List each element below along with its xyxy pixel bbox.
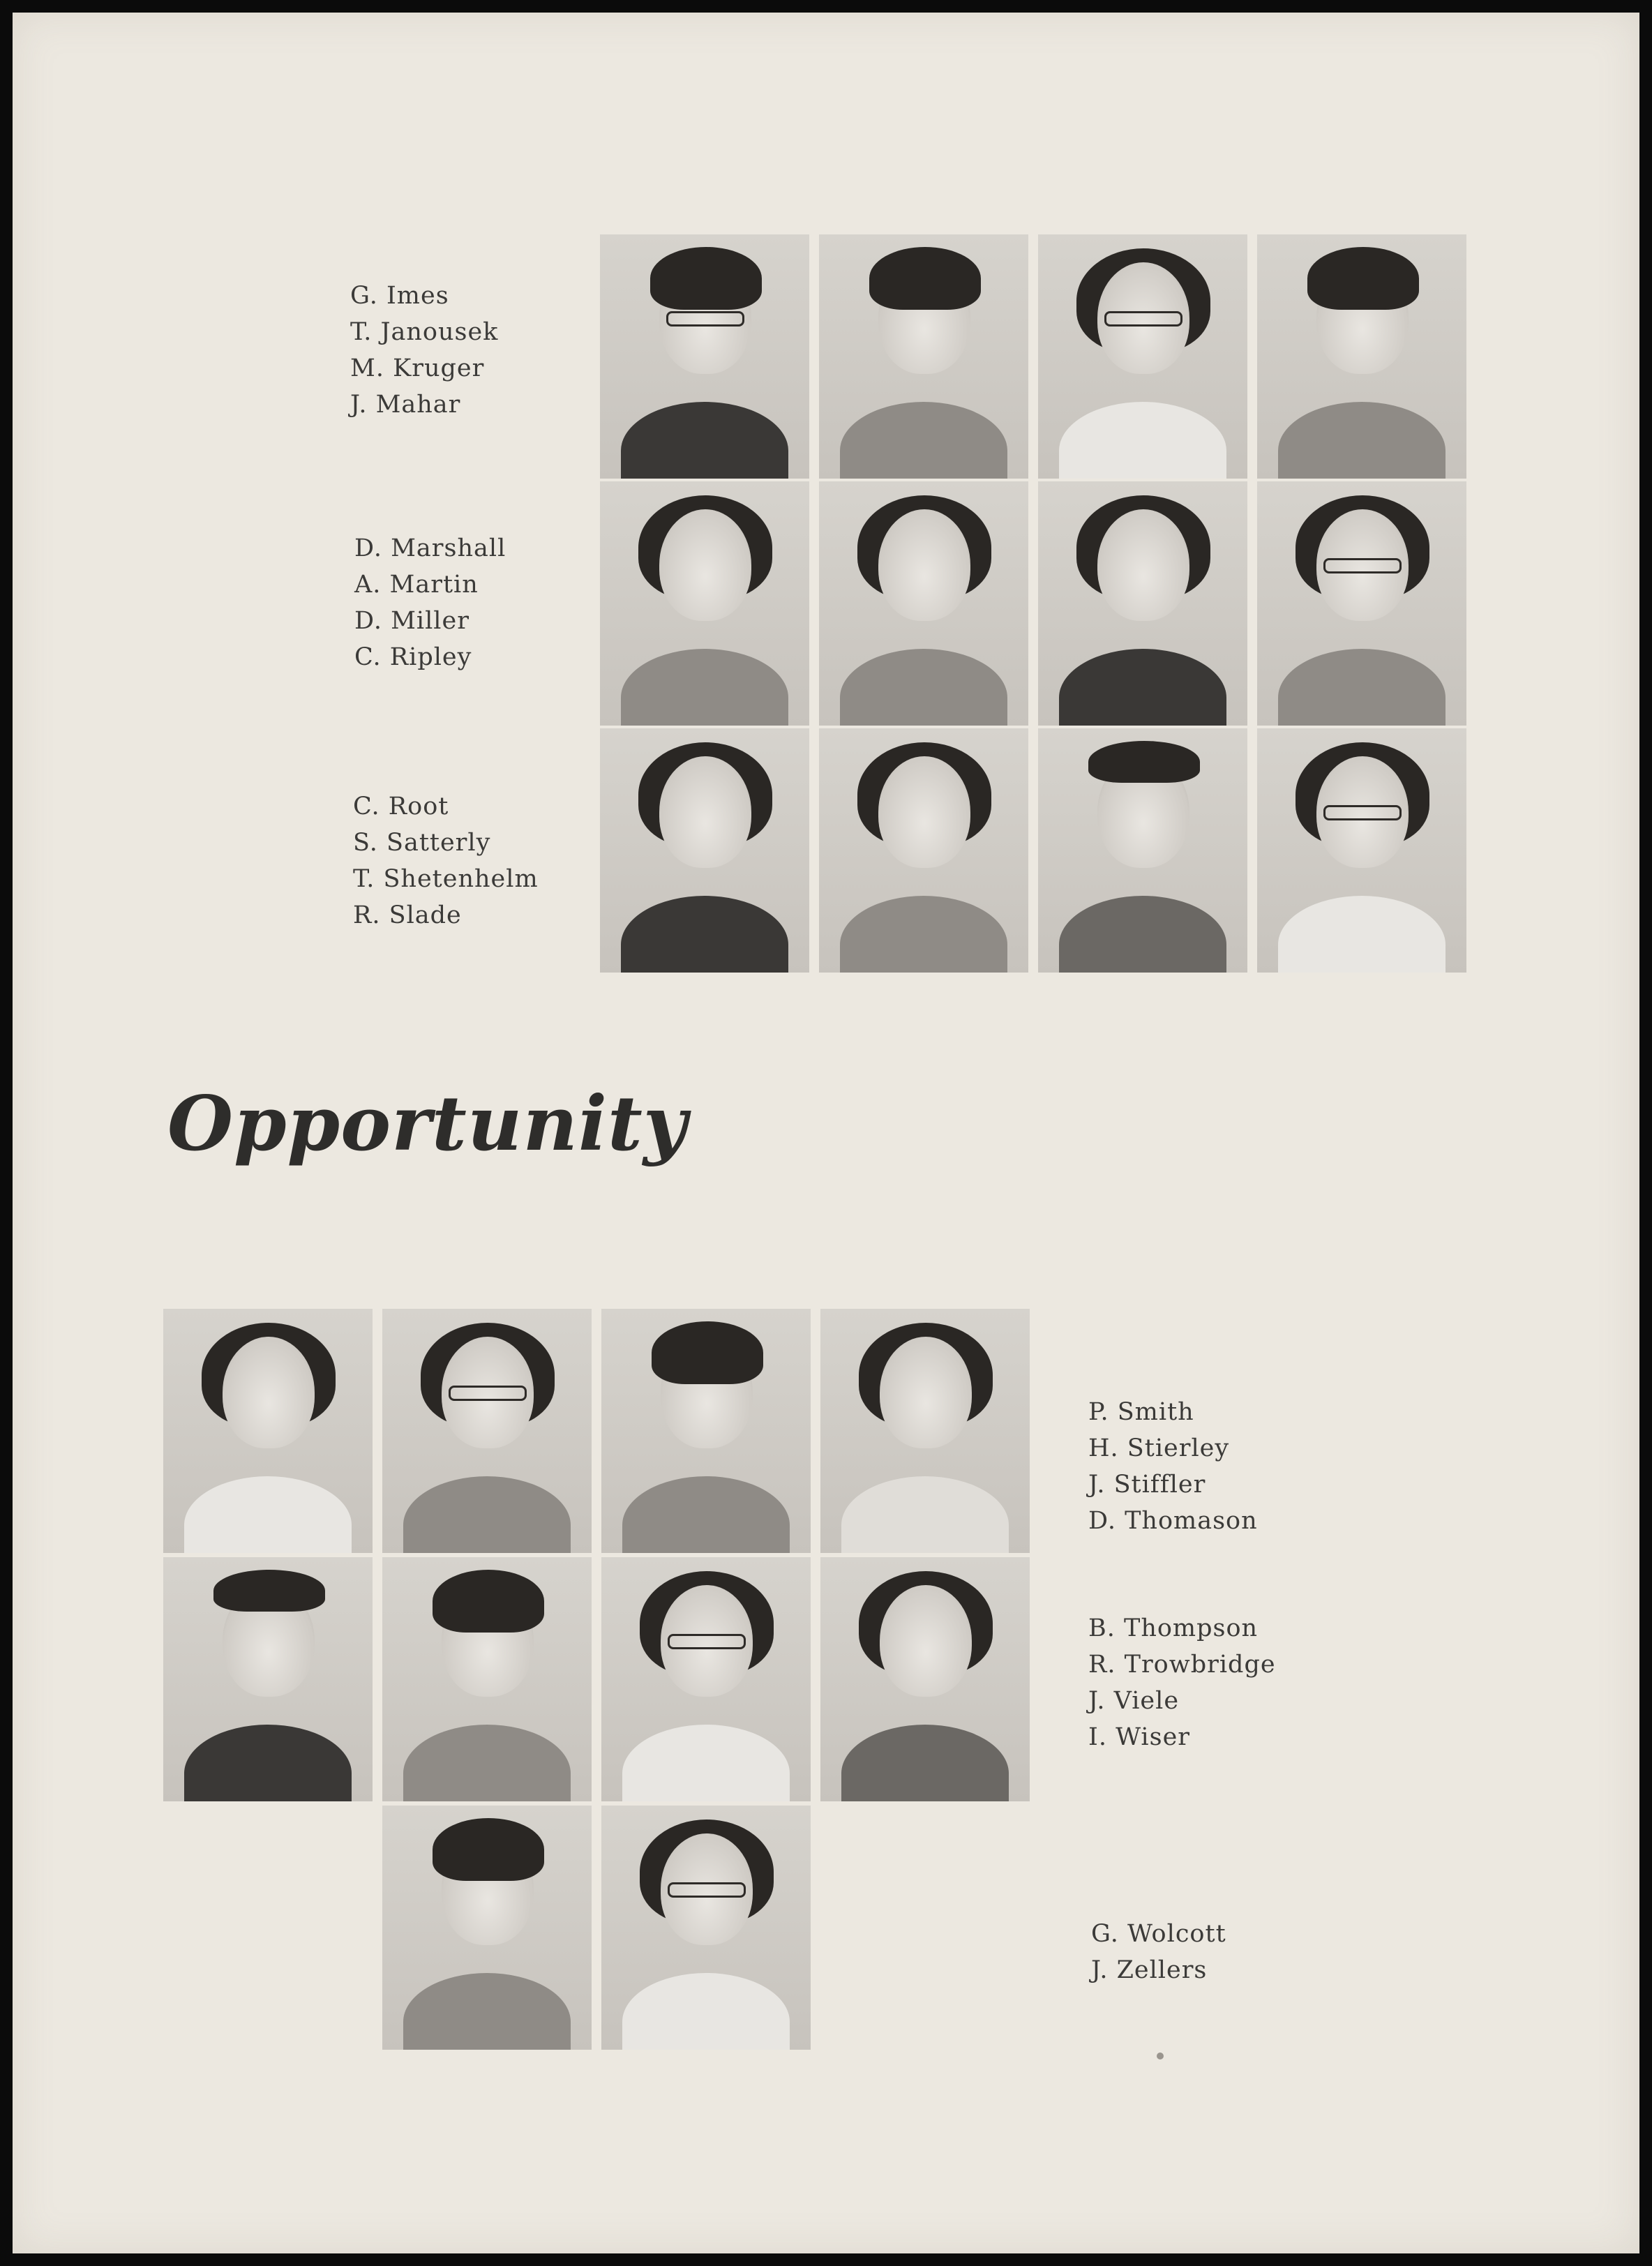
portrait-photo — [601, 1806, 811, 2050]
portrait-photo — [382, 1806, 592, 2050]
name-list-row-4 — [1088, 1394, 1258, 1539]
portrait-photo — [1038, 728, 1247, 973]
student-name: J. Zellers — [1091, 1956, 1208, 1984]
student-name: T. Janousek — [350, 318, 499, 346]
name-list-row-6 — [1091, 1916, 1226, 1988]
portrait-photo — [600, 234, 809, 479]
student-name: I. Wiser — [1088, 1723, 1191, 1751]
portrait-photo — [601, 1557, 811, 1801]
student-name: D. Miller — [354, 607, 470, 635]
portrait-photo — [1038, 481, 1247, 726]
student-name: P. Smith — [1088, 1398, 1194, 1426]
portrait-photo — [819, 234, 1028, 479]
portrait-photo — [600, 728, 809, 973]
student-name: C. Ripley — [354, 643, 472, 671]
student-name: J. Mahar — [350, 391, 461, 419]
portrait-photo — [819, 728, 1028, 973]
student-name: D. Thomason — [1088, 1507, 1258, 1535]
ink-dot — [1157, 2053, 1164, 2059]
student-name: G. Wolcott — [1091, 1920, 1226, 1948]
student-name: A. Martin — [354, 571, 479, 599]
name-list-row-1 — [350, 278, 498, 423]
name-list-row-3 — [353, 788, 539, 933]
student-name: G. Imes — [350, 282, 449, 310]
student-name: D. Marshall — [354, 534, 506, 562]
portrait-photo — [1257, 234, 1466, 479]
name-list-row-2 — [354, 530, 506, 675]
portrait-photo — [1257, 481, 1466, 726]
portrait-photo — [820, 1557, 1030, 1801]
student-name: S. Satterly — [353, 829, 491, 857]
portrait-photo — [600, 481, 809, 726]
portrait-photo — [1257, 728, 1466, 973]
portrait-photo — [163, 1309, 373, 1553]
portrait-photo — [819, 481, 1028, 726]
student-name: J. Stiffler — [1088, 1471, 1206, 1499]
portrait-photo — [601, 1309, 811, 1553]
student-name: M. Kruger — [350, 354, 485, 382]
student-name: B. Thompson — [1088, 1614, 1259, 1642]
student-name: J. Viele — [1088, 1687, 1180, 1715]
name-list-row-5 — [1088, 1610, 1276, 1755]
portrait-photo — [382, 1309, 592, 1553]
portrait-photo — [820, 1309, 1030, 1553]
portrait-photo — [1038, 234, 1247, 479]
student-name: R. Slade — [353, 901, 462, 929]
portrait-photo — [163, 1557, 373, 1801]
student-name: R. Trowbridge — [1088, 1651, 1276, 1679]
student-name: C. Root — [353, 793, 449, 820]
student-name: H. Stierley — [1088, 1434, 1230, 1462]
student-name: T. Shetenhelm — [353, 865, 539, 893]
section-title: Opportunity — [167, 1080, 688, 1168]
yearbook-page — [13, 13, 1639, 2253]
portrait-photo — [382, 1557, 592, 1801]
